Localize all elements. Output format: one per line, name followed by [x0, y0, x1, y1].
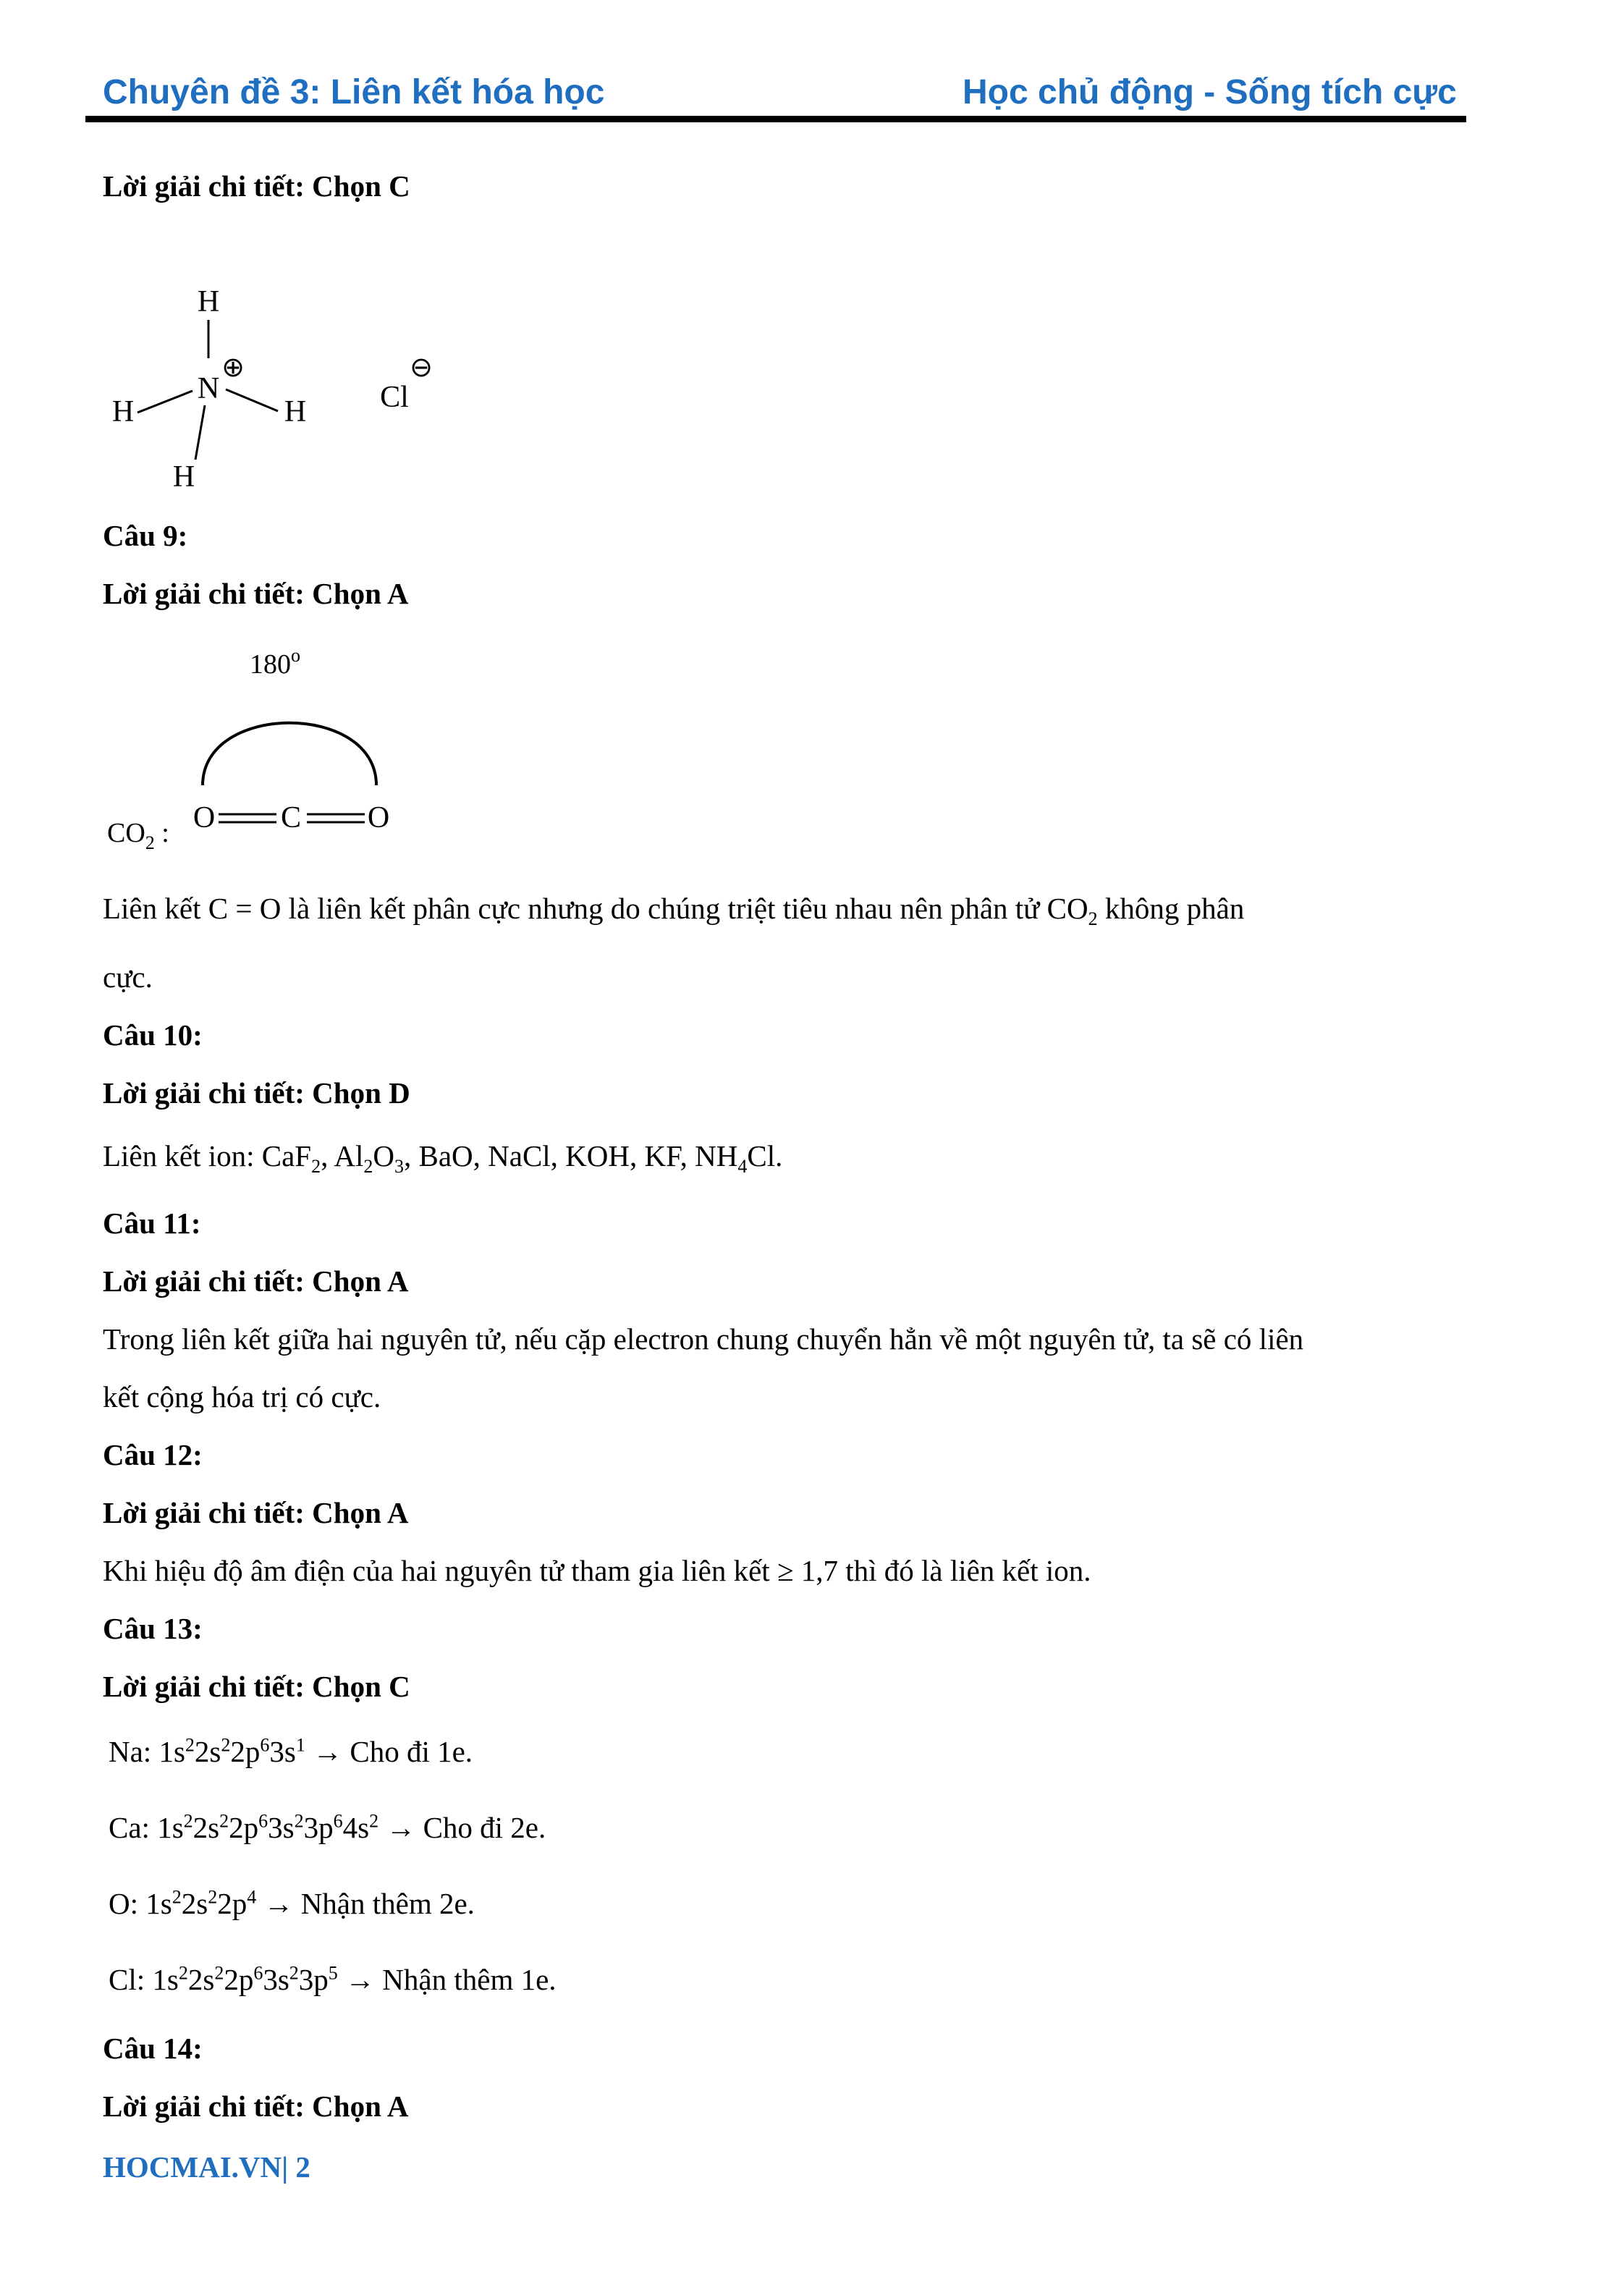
nh4-h-bottom: H	[172, 460, 195, 494]
atom-o-left: O	[193, 801, 216, 834]
q13-title: Câu 13:	[103, 1612, 203, 1645]
q11-answer: Lời giải chi tiết: Chọn A	[103, 1264, 409, 1298]
q12-answer: Lời giải chi tiết: Chọn A	[103, 1496, 409, 1529]
q10-answer: Lời giải chi tiết: Chọn D	[103, 1076, 410, 1110]
co2-colon: :	[154, 818, 169, 848]
bond-n-h-bottom	[195, 405, 205, 460]
co2-structure	[94, 637, 427, 869]
angle-degree: o	[291, 645, 300, 666]
q10-title: Câu 10:	[103, 1018, 203, 1052]
footer-page-number: HOCMAI.VN| 2	[103, 2150, 310, 2184]
header-right-title: Học chủ động - Sống tích cực	[963, 73, 1457, 111]
bond-n-h-left	[138, 391, 193, 413]
header-rule	[85, 116, 1466, 122]
nh4-h-left: H	[111, 395, 135, 428]
nh4-plus-charge: ⊕	[221, 352, 245, 383]
chloride-cl: Cl	[380, 381, 409, 414]
co2-subscript: 2	[145, 832, 155, 853]
q11-explanation-line1: Trong liên kết giữa hai nguyên tử, nếu cặp electron chung chuyển hẳn về một nguyên tử, ta sẽ có liên	[103, 1322, 1304, 1356]
q8-answer: Lời giải chi tiết: Chọn C	[103, 169, 410, 203]
q13-config-na: Na: $1s^22s^22p^63s^1$ → Cho đi 1e.	[109, 1734, 473, 1768]
q11-title: Câu 11:	[103, 1207, 201, 1240]
q13-config-o: O: $1s^22s^22p^4$ → Nhận thêm 2e.	[109, 1886, 475, 1920]
nh4-h-top: H	[197, 285, 220, 318]
q14-title: Câu 14:	[103, 2032, 203, 2065]
q9-title: Câu 9:	[103, 519, 188, 552]
q9-explanation-line1: Liên kết C = O là liên kết phân cực nhưng do chúng triệt tiêu nhau nên phân tử $CO_2$ không phân	[103, 892, 1245, 930]
q13-config-ca: Ca: $1s^22s^22p^63s^23p^64s^2$ → Cho đi 2e.	[109, 1810, 546, 1844]
q9-answer: Lời giải chi tiết: Chọn A	[103, 577, 409, 610]
svg-text:CO2 :	[107, 818, 169, 853]
atom-c: C	[280, 801, 302, 834]
q14-answer: Lời giải chi tiết: Chọn A	[103, 2090, 409, 2123]
nh4cl-structure	[94, 275, 441, 499]
co2-label: CO	[107, 818, 145, 848]
q12-title: Câu 12:	[103, 1438, 203, 1471]
q12-explanation: Khi hiệu độ âm điện của hai nguyên tử tham gia liên kết ≥ 1,7 thì đó là liên kết ion.	[103, 1554, 1091, 1587]
nh4-h-right: H	[284, 395, 307, 428]
q11-explanation-line2: kết cộng hóa trị có cực.	[103, 1380, 381, 1414]
header-left-title: Chuyên đề 3: Liên kết hóa học	[103, 73, 605, 111]
q13-answer: Lời giải chi tiết: Chọn C	[103, 1670, 410, 1703]
atom-o-right: O	[367, 801, 390, 834]
angle-arc	[203, 723, 376, 785]
nh4-n: N	[197, 372, 220, 405]
q13-config-cl: Cl: $1s^22s^22p^63s^23p^5$ → Nhận thêm 1e.	[109, 1962, 557, 1996]
angle-value: 180	[250, 649, 291, 680]
svg-text:180o	[250, 645, 300, 680]
q9-explanation-line2: cực.	[103, 960, 153, 994]
q10-ionic-list: Liên kết ion: CaF$_2$, $Al_2O_3$, BaO, NaCl, KOH, KF, $NH_4Cl$.	[103, 1139, 783, 1178]
chloride-minus-charge: ⊖	[410, 352, 433, 383]
bond-n-h-right	[226, 389, 278, 411]
